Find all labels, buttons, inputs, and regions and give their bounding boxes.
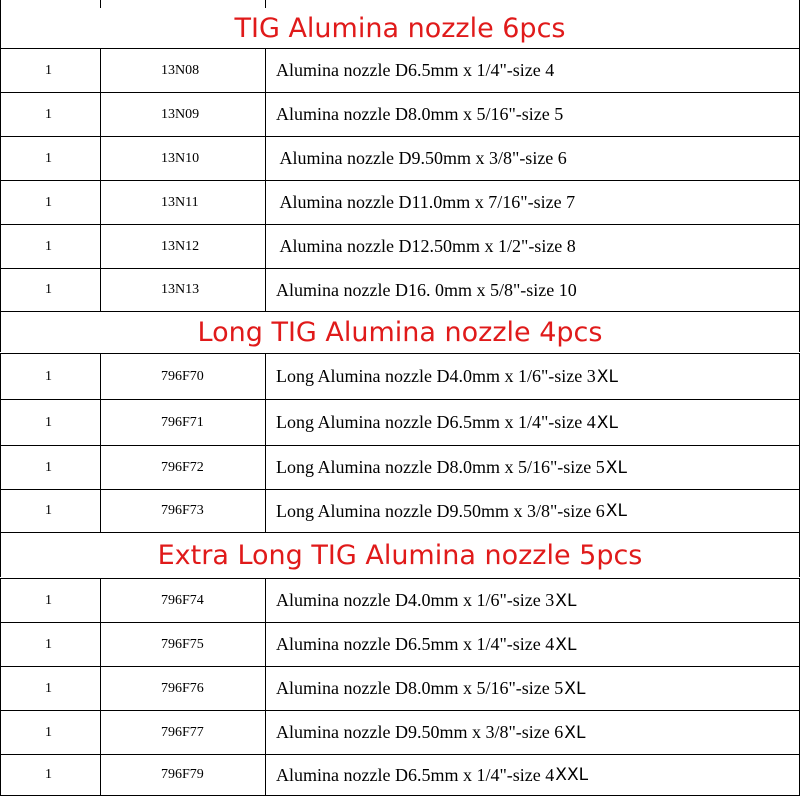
- description-cell: [265, 225, 799, 268]
- description-text: Alumina nozzle D11.0mm x 7/16"-size 7: [276, 192, 576, 212]
- code-cell: 796F73: [100, 490, 265, 532]
- code-cell: 13N12: [100, 225, 265, 268]
- table-row: [0, 224, 800, 268]
- table-row: [0, 622, 800, 666]
- description-text: Long Alumina nozzle D9.50mm x 3/8"-size 6: [276, 500, 605, 521]
- code-cell: 13N11: [100, 181, 265, 224]
- code-cell: 796F74: [100, 579, 265, 622]
- qty-cell: 1: [45, 194, 52, 210]
- code-cell: 796F71: [100, 400, 265, 445]
- table-row: [0, 399, 800, 445]
- description-cell: [265, 93, 799, 136]
- qty-cell: 1: [45, 368, 52, 384]
- qty-cell: 1: [45, 459, 52, 475]
- description-text: Alumina nozzle D8.0mm x 5/16"-size 5: [276, 104, 564, 124]
- table-row: [0, 489, 800, 533]
- code-cell: 13N09: [100, 93, 265, 136]
- table-row: [0, 136, 800, 180]
- table-row: [0, 578, 800, 622]
- description-cell: [265, 579, 799, 622]
- qty-cell: 1: [45, 62, 52, 78]
- size-suffix: XL: [605, 457, 627, 478]
- qty-cell: 1: [45, 106, 52, 122]
- qty-cell: 1: [45, 680, 52, 696]
- table-row: [0, 268, 800, 312]
- code-cell: 796F79: [100, 755, 265, 795]
- table-top-edge: [0, 0, 800, 8]
- size-suffix: XL: [555, 634, 577, 655]
- description-text: Alumina nozzle D9.50mm x 3/8"-size 6: [276, 148, 567, 168]
- description-text: Long Alumina nozzle D8.0mm x 5/16"-size 5: [276, 457, 605, 477]
- table-row: [0, 92, 800, 136]
- qty-cell: 1: [45, 767, 52, 782]
- qty-cell: 1: [45, 414, 52, 430]
- description-cell: [265, 711, 799, 754]
- description-text: Long Alumina nozzle D6.5mm x 1/4"-size 4: [276, 412, 596, 432]
- description-cell: [265, 354, 799, 399]
- qty-cell: 1: [45, 592, 52, 608]
- code-cell: 796F75: [100, 623, 265, 666]
- description-cell: [265, 623, 799, 666]
- section-title: Long TIG Alumina nozzle 4pcs: [197, 316, 603, 348]
- qty-cell: 1: [45, 724, 52, 740]
- code-cell: 796F77: [100, 711, 265, 754]
- description-cell: [265, 490, 799, 532]
- table-row: [0, 666, 800, 710]
- code-cell: 796F70: [100, 354, 265, 399]
- description-text: Alumina nozzle D6.5mm x 1/4"-size 4: [276, 60, 555, 80]
- description-text: Alumina nozzle D4.0mm x 1/6"-size 3: [276, 590, 555, 610]
- description-cell: [265, 400, 799, 445]
- section-title: Extra Long TIG Alumina nozzle 5pcs: [157, 539, 643, 571]
- description-cell: [265, 667, 799, 710]
- code-cell: 13N13: [100, 269, 265, 311]
- section-title-row: [0, 533, 800, 577]
- qty-cell: 1: [45, 238, 52, 254]
- qty-cell: 1: [45, 150, 52, 166]
- code-cell: 796F72: [100, 446, 265, 489]
- size-suffix: XL: [564, 678, 586, 699]
- description-text: Alumina nozzle D16. 0mm x 5/8"-size 10: [276, 279, 577, 300]
- description-text: Long Alumina nozzle D4.0mm x 1/6"-size 3: [276, 366, 596, 386]
- description-cell: [265, 446, 799, 489]
- table-row: [0, 754, 800, 796]
- size-suffix: XL: [596, 412, 618, 433]
- description-cell: [265, 181, 799, 224]
- size-suffix: XXL: [555, 765, 589, 785]
- description-cell: [265, 137, 799, 180]
- size-suffix: XL: [564, 722, 586, 743]
- table-row: [0, 710, 800, 754]
- qty-cell: 1: [45, 282, 52, 297]
- description-cell: [265, 49, 799, 92]
- code-cell: 796F76: [100, 667, 265, 710]
- description-cell: [265, 269, 799, 311]
- size-suffix: XL: [605, 501, 627, 521]
- qty-cell: 1: [45, 636, 52, 652]
- size-suffix: XL: [555, 590, 577, 611]
- qty-cell: 1: [45, 503, 52, 518]
- section-title-row: [0, 8, 800, 48]
- table-row: [0, 353, 800, 399]
- description-text: Alumina nozzle D6.5mm x 1/4"-size 4: [276, 764, 555, 785]
- section-title-row: [0, 312, 800, 352]
- table-row: [0, 48, 800, 92]
- size-suffix: XL: [596, 366, 618, 387]
- description-text: Alumina nozzle D9.50mm x 3/8"-size 6: [276, 722, 564, 742]
- description-cell: [265, 755, 799, 795]
- table-row: [0, 445, 800, 489]
- table-row: [0, 180, 800, 224]
- section-title: TIG Alumina nozzle 6pcs: [234, 12, 566, 44]
- description-text: Alumina nozzle D8.0mm x 5/16"-size 5: [276, 678, 564, 698]
- description-text: Alumina nozzle D6.5mm x 1/4"-size 4: [276, 634, 555, 654]
- code-cell: 13N08: [100, 49, 265, 92]
- code-cell: 13N10: [100, 137, 265, 180]
- description-text: Alumina nozzle D12.50mm x 1/2"-size 8: [276, 236, 576, 256]
